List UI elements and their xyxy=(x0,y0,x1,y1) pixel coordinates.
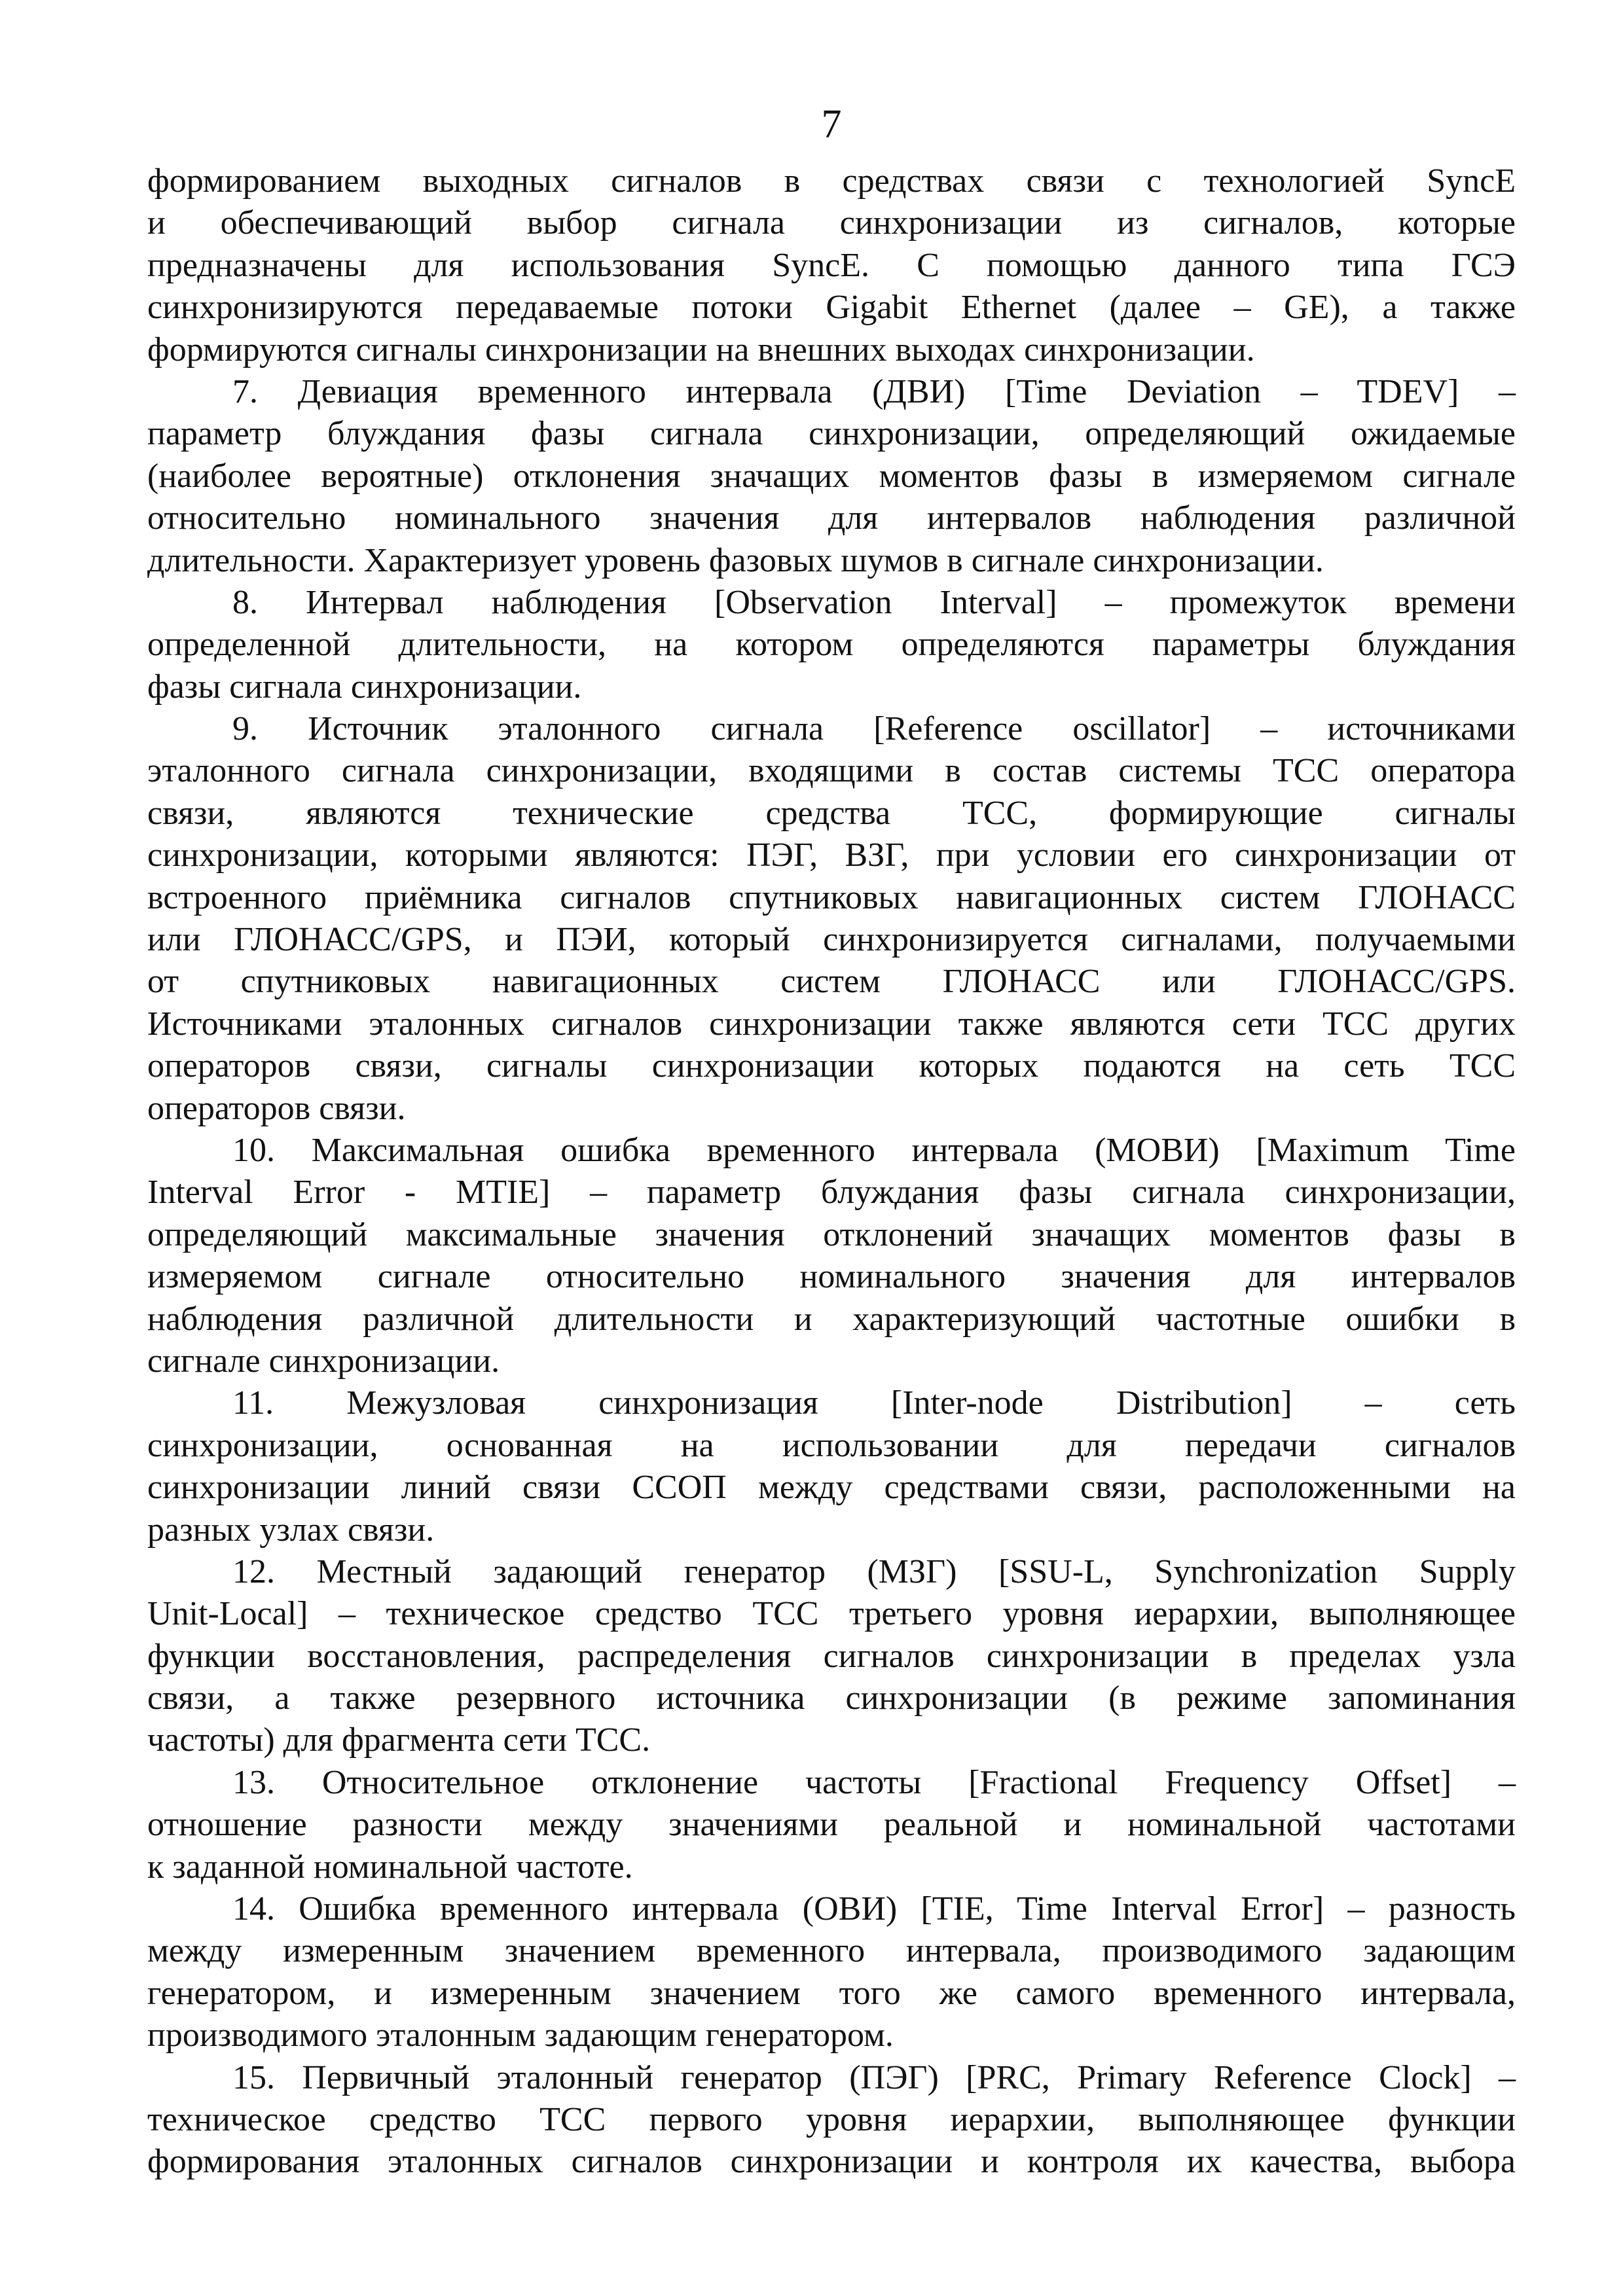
text-line: 15. Первичный эталонный генератор (ПЭГ) [PRC, Primary Reference Clock] – xyxy=(232,2058,1516,2096)
text-line: формирования эталонных сигналов синхронизации и контроля их качества, выбора xyxy=(147,2143,1516,2181)
text-line: Источниками эталонных сигналов синхронизации также являются сети ТСС других xyxy=(147,1005,1516,1043)
text-line: от спутниковых навигационных систем ГЛОНАСС или ГЛОНАСС/GPS. xyxy=(147,963,1516,1001)
body-text xyxy=(147,160,1516,2183)
text-line: синхронизации, которыми являются: ПЭГ, ВЗГ, при условии его синхронизации от xyxy=(147,836,1516,874)
text-line: связи, являются технические средства ТСС, формирующие сигналы xyxy=(147,794,1516,832)
text-line: Unit-Local] – техническое средство ТСС третьего уровня иерархии, выполняющее xyxy=(147,1595,1516,1633)
text-line: относительно номинального значения для интервалов наблюдения различной xyxy=(147,499,1516,537)
text-line: наблюдения различной длительности и характеризующий частотные ошибки в xyxy=(147,1300,1516,1338)
text-line: формированием выходных сигналов в средствах связи с технологией SyncE xyxy=(147,162,1516,200)
text-line: операторов связи, сигналы синхронизации которых подаются на сеть ТСС xyxy=(147,1047,1516,1085)
text-line: функции восстановления, распределения сигналов синхронизации в пределах узла xyxy=(147,1637,1516,1675)
text-line: измеряемом сигнале относительно номинального значения для интервалов xyxy=(147,1258,1516,1296)
text-line: длительности. Характеризует уровень фазовых шумов в сигнале синхронизации. xyxy=(147,541,1324,579)
text-line: параметр блуждания фазы сигнала синхронизации, определяющий ожидаемые xyxy=(147,415,1516,453)
text-line: (наиболее вероятные) отклонения значащих моментов фазы в измеряемом сигнале xyxy=(147,457,1516,495)
text-line: синхронизации, основанная на использовании для передачи сигналов xyxy=(147,1426,1516,1464)
text-line: или ГЛОНАСС/GPS, и ПЭИ, который синхронизируется сигналами, получаемыми xyxy=(147,921,1516,959)
text-line: техническое средство ТСС первого уровня иерархии, выполняющее функции xyxy=(147,2100,1516,2138)
text-line: 7. Девиация временного интервала (ДВИ) [Time Deviation – TDEV] – xyxy=(232,372,1516,410)
text-line: отношение разности между значениями реальной и номинальной частотами xyxy=(147,1806,1516,1844)
text-line: и обеспечивающий выбор сигнала синхронизации из сигналов, которые xyxy=(147,204,1516,242)
text-line: 8. Интервал наблюдения [Observation Interval] – промежуток времени xyxy=(232,583,1516,621)
text-line: 13. Относительное отклонение частоты [Fractional Frequency Offset] – xyxy=(232,1763,1516,1801)
text-line: 11. Межузловая синхронизация [Inter-node Distribution] – сеть xyxy=(232,1384,1516,1422)
text-line: определенной длительности, на котором определяются параметры блуждания xyxy=(147,626,1516,664)
text-line: формируются сигналы синхронизации на внешних выходах синхронизации. xyxy=(147,331,1255,368)
text-line: сигнале синхронизации. xyxy=(147,1342,500,1380)
text-line: между измеренным значением временного интервала, производимого задающим xyxy=(147,1932,1516,1970)
text-line: предназначены для использования SyncE. С помощью данного типа ГСЭ xyxy=(147,246,1516,284)
text-line: фазы сигнала синхронизации. xyxy=(147,668,582,706)
text-line: производимого эталонным задающим генератором. xyxy=(147,2017,894,2054)
text-line: синхронизации линий связи ССОП между средствами связи, расположенными на xyxy=(147,1469,1516,1507)
text-line: генератором, и измеренным значением того же самого временного интервала, xyxy=(147,1974,1516,2012)
text-line: встроенного приёмника сигналов спутниковых навигационных систем ГЛОНАСС xyxy=(147,878,1516,916)
text-line: к заданной номинальной частоте. xyxy=(147,1848,633,1886)
text-line: связи, а также резервного источника синхронизации (в режиме запоминания xyxy=(147,1679,1516,1717)
text-line: определяющий максимальные значения отклонений значащих моментов фазы в xyxy=(147,1215,1516,1253)
text-line: 9. Источник эталонного сигнала [Reference oscillator] – источниками xyxy=(232,710,1516,748)
text-line: Interval Error - MTIE] – параметр блуждания фазы сигнала синхронизации, xyxy=(147,1174,1516,1211)
text-line: 10. Максимальная ошибка временного интервала (МОВИ) [Maximum Time xyxy=(232,1131,1516,1169)
text-line: разных узлах связи. xyxy=(147,1511,435,1549)
text-line: частоты) для фрагмента сети ТСС. xyxy=(147,1721,651,1759)
text-line: операторов связи. xyxy=(147,1089,406,1127)
text-line: эталонного сигнала синхронизации, входящими в состав системы ТСС оператора xyxy=(147,752,1516,790)
text-line: 14. Ошибка временного интервала (ОВИ) [TIE, Time Interval Error] – разность xyxy=(232,1890,1516,1928)
text-line: 12. Местный задающий генератор (МЗГ) [SSU-L, Synchronization Supply xyxy=(232,1552,1516,1590)
text-line: синхронизируются передаваемые потоки Gigabit Ethernet (далее – GE), а также xyxy=(147,289,1516,327)
page-number: 7 xyxy=(821,102,842,147)
